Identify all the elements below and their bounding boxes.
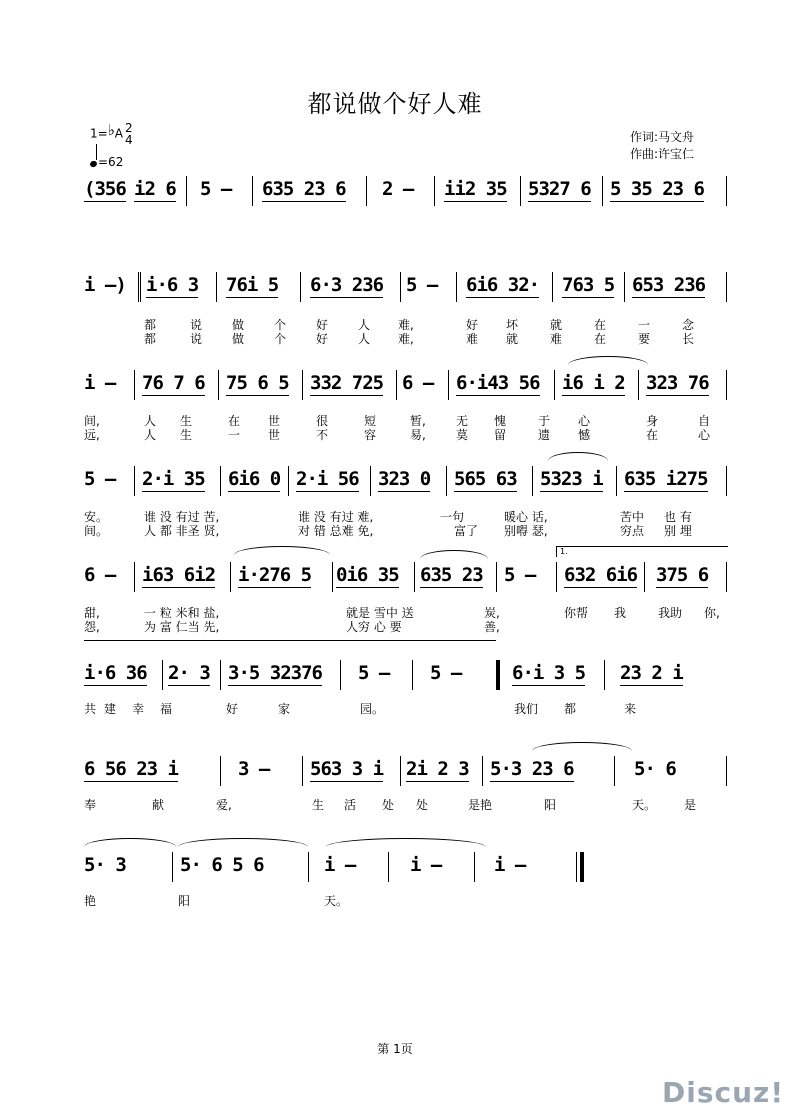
key-signature: 1=♭A 2 4: [90, 120, 133, 147]
measure: 2·i 35: [142, 468, 205, 490]
measure: 635 i275: [624, 468, 708, 490]
measure: 0i6 35: [336, 564, 399, 586]
staff-row-4: [82, 466, 728, 496]
measure: 5 –: [200, 178, 232, 200]
measure: ii2 35: [444, 178, 507, 200]
measure: 5 –: [504, 564, 536, 586]
measure: 375 6: [656, 564, 709, 586]
lyricist-credit: 作词:马文舟: [630, 130, 695, 144]
bar-line: [474, 852, 475, 882]
bar-line: [414, 562, 415, 592]
measure: 6 –: [402, 372, 434, 394]
bar-line: [162, 660, 163, 690]
bar-line: [638, 370, 639, 400]
measure: 76 7 6: [142, 372, 205, 394]
measure: 6i6 0: [228, 468, 281, 490]
bar-line: [220, 660, 221, 690]
volta-bracket: 1.: [556, 546, 728, 557]
measure: i63 6i2: [142, 564, 216, 586]
slur: [178, 838, 308, 847]
bar-line: [726, 272, 727, 302]
bar-line: [220, 756, 221, 786]
measure: i –): [84, 274, 126, 296]
bar-line: [726, 756, 727, 786]
bar-line: [302, 370, 303, 400]
bar-line: [220, 466, 221, 496]
measure: 76i 5: [226, 274, 279, 296]
measure: 6i6 32·: [466, 274, 540, 296]
bar-line: [448, 370, 449, 400]
measure: 5 –: [430, 662, 462, 684]
measure: i –: [410, 854, 442, 876]
measure: 6·i 3 5: [512, 662, 586, 684]
measure: 3·5 32376: [228, 662, 322, 684]
measure: i2 6: [134, 178, 176, 200]
bar-line: [434, 176, 435, 206]
staff-row-6: [82, 660, 728, 690]
staff-row-3: [82, 370, 728, 400]
bar-line: [482, 756, 483, 786]
measure: 5 35 23 6: [610, 178, 704, 200]
bar-line: [366, 176, 367, 206]
tempo-marking: =62: [90, 150, 123, 169]
page-title: 都说做个好人难: [307, 90, 483, 118]
slur: [548, 452, 608, 461]
measure: 6 56 23 i: [84, 758, 178, 780]
measure: 23 2 i: [620, 662, 683, 684]
bar-line: [554, 370, 555, 400]
measure: 2i 2 3: [406, 758, 469, 780]
measure: i·6 36: [84, 662, 147, 684]
measure: 5· 3: [84, 854, 126, 876]
staff-row-5: [82, 562, 728, 592]
slur: [568, 356, 648, 365]
bar-line: [288, 466, 289, 496]
bar-line: [520, 176, 521, 206]
bar-line: [370, 466, 371, 496]
slur: [420, 550, 488, 559]
bar-line: [616, 466, 617, 496]
bar-line: [726, 176, 727, 206]
staff-row-7: [82, 756, 728, 786]
slur: [84, 838, 176, 847]
measure: 5327 6: [528, 178, 591, 200]
measure: i6 i 2: [562, 372, 625, 394]
slur: [234, 546, 330, 555]
repeat-range-line: [84, 640, 496, 641]
quarter-note-icon: [90, 155, 98, 169]
measure: (356: [84, 178, 126, 200]
measure: 2·i 56: [296, 468, 359, 490]
bar-line: [496, 562, 497, 592]
measure: i –: [324, 854, 356, 876]
slur: [326, 838, 486, 847]
composer-credit: 作曲:许宝仁: [630, 147, 695, 161]
bar-line: [252, 176, 253, 206]
bar-line: [552, 272, 553, 302]
measure: 5 –: [84, 468, 116, 490]
bar-line: [134, 466, 135, 496]
measure: i –: [84, 372, 116, 394]
measure: 2 –: [382, 178, 414, 200]
bar-line: [396, 370, 397, 400]
bar-line: [388, 852, 389, 882]
measure: 3 –: [238, 758, 270, 780]
bar-line: [400, 272, 401, 302]
bar-line: [302, 756, 303, 786]
measure: 565 63: [454, 468, 517, 490]
bar-line: [726, 370, 727, 400]
measure: 5· 6 5 6: [180, 854, 264, 876]
bar-line: [134, 562, 135, 592]
bar-line: [602, 176, 603, 206]
bar-line: [216, 272, 217, 302]
measure: 653 236: [632, 274, 706, 296]
measure: 5 –: [406, 274, 438, 296]
bar-line: [308, 852, 309, 882]
measure: 5·3 23 6: [490, 758, 574, 780]
repeat-start-bar: [138, 272, 145, 302]
measure: 635 23: [420, 564, 483, 586]
measure: i·6 3: [146, 274, 199, 296]
measure: 635 23 6: [262, 178, 346, 200]
bar-line: [230, 562, 231, 592]
bar-line: [604, 660, 605, 690]
measure: 75 6 5: [226, 372, 289, 394]
measure: i·276 5: [238, 564, 312, 586]
bar-line: [340, 660, 341, 690]
repeat-end-bar: [496, 660, 500, 690]
measure: 763 5: [562, 274, 615, 296]
bar-line: [456, 272, 457, 302]
measure: 6 –: [84, 564, 116, 586]
measure: 5323 i: [540, 468, 603, 490]
bar-line: [134, 370, 135, 400]
bar-line: [614, 756, 615, 786]
bar-line: [624, 272, 625, 302]
measure: 632 6i6: [564, 564, 638, 586]
staff-row-1: [82, 176, 728, 206]
bar-line: [300, 272, 301, 302]
staff-row-2: [82, 272, 728, 302]
bar-line: [172, 852, 173, 882]
watermark: Discuz!: [662, 1076, 785, 1109]
bar-line: [644, 562, 645, 592]
bar-line: [556, 562, 557, 592]
page-number: 第 1页: [377, 1042, 413, 1056]
measure: 5 –: [358, 662, 390, 684]
measure: 323 76: [646, 372, 709, 394]
bar-line: [576, 852, 577, 882]
measure: i –: [494, 854, 526, 876]
bar-line: [186, 176, 187, 206]
measure: 2· 3: [168, 662, 210, 684]
final-bar: [580, 852, 584, 882]
bar-line: [726, 466, 727, 496]
measure: 563 3 i: [310, 758, 384, 780]
bar-line: [400, 756, 401, 786]
measure: 6·i43 56: [456, 372, 540, 394]
bar-line: [332, 562, 333, 592]
bar-line: [532, 466, 533, 496]
bar-line: [412, 660, 413, 690]
measure: 323 0: [378, 468, 431, 490]
bar-line: [446, 466, 447, 496]
slur: [532, 742, 632, 751]
measure: 6·3 236: [310, 274, 384, 296]
bar-line: [726, 562, 727, 592]
measure: 332 725: [310, 372, 384, 394]
staff-row-8: [82, 852, 728, 882]
bar-line: [218, 370, 219, 400]
measure: 5· 6: [634, 758, 676, 780]
